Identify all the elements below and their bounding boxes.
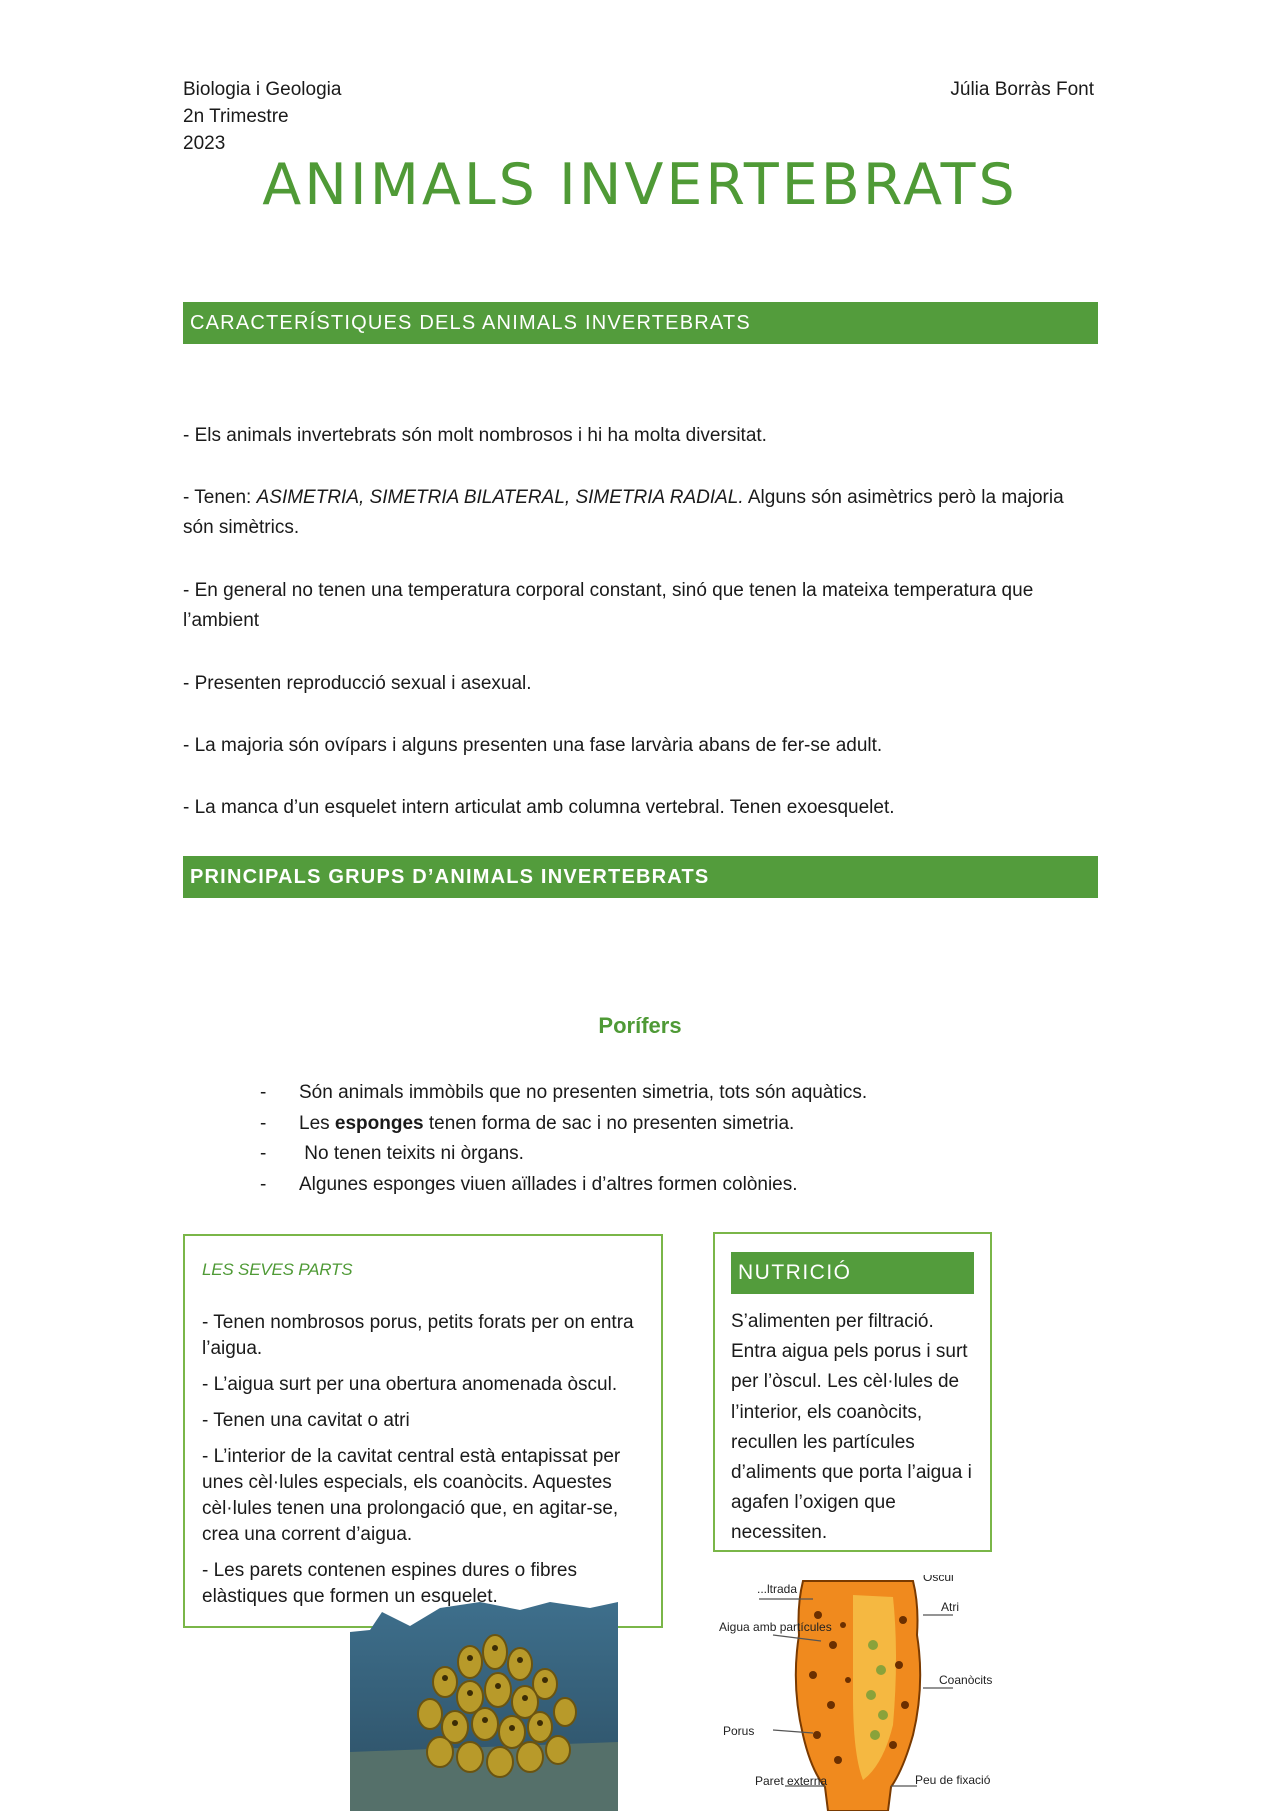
term: 2n Trimestre: [183, 106, 289, 127]
section-heading-characteristics: CARACTERÍSTIQUES DELS ANIMALS INVERTEBRATS: [183, 302, 1098, 344]
list-item: [260, 1109, 1060, 1140]
text: Les: [299, 1112, 335, 1134]
dash: -: [260, 1173, 267, 1195]
text: Alguns són asimètrics però la majoria són simètrics.: [183, 487, 1064, 538]
symmetry-types: ASIMETRIA, SIMETRIA BILATERAL, SIMETRIA RADIAL.: [256, 487, 744, 508]
sponge-diagram: [713, 1575, 995, 1811]
page-title: ANIMALS INVERTEBRATS: [262, 152, 1018, 218]
sponge-diagram-illustration: [713, 1575, 995, 1811]
bold-term: esponges: [334, 1112, 424, 1134]
bullet-text: Són animals immòbils que no presenten simetria, tots són aquàtics.: [299, 1082, 868, 1103]
sponge-photo-illustration: [350, 1602, 618, 1811]
label-coanocits: Coanòcits: [939, 1673, 993, 1687]
parts-item: - L’interior de la cavitat central està entapissat per unes cèl·lules especials, els coanòcits. Aquestes cèl·lules tenen una prolongació que, en agitar-se, crea una corrent d’aigua.: [202, 1446, 621, 1545]
parts-item: - Tenen una cavitat o atri: [202, 1410, 410, 1431]
nutrition-heading: NUTRICIÓ: [731, 1252, 974, 1294]
group-title: Porífers: [598, 1013, 682, 1038]
sponge-photo: [350, 1602, 618, 1811]
dash: -: [260, 1082, 267, 1103]
text: tenen forma de sac i no presenten simetria.: [423, 1112, 795, 1134]
label-oscul: Òscul: [923, 1575, 954, 1584]
parts-item: - L’aigua surt per una obertura anomenada òscul.: [202, 1374, 618, 1395]
label-aigua: Aigua amb partícules: [719, 1620, 832, 1634]
paragraph: [183, 483, 1093, 543]
section-heading-groups: PRINCIPALS GRUPS D’ANIMALS INVERTEBRATS: [183, 856, 1098, 898]
parts-box: [183, 1234, 663, 1628]
list-item: [260, 1170, 1060, 1201]
bullet-text: Algunes esponges viuen aïllades i d’altres formen colònies.: [299, 1173, 798, 1195]
paragraph: - Els animals invertebrats són molt nombrosos i hi ha molta diversitat.: [183, 425, 767, 446]
bullet-text: [299, 1109, 794, 1140]
label-porus: Porus: [723, 1724, 755, 1738]
parts-item: - Tenen nombrosos porus, petits forats per on entra l’aigua.: [202, 1312, 634, 1359]
label-filtrada: ...ltrada: [757, 1582, 798, 1596]
subject: Biologia i Geologia: [183, 79, 342, 100]
parts-item: - Les parets contenen espines dures o fibres elàstiques que formen un esquelet.: [202, 1560, 577, 1607]
paragraph: - En general no tenen una temperatura corporal constant, sinó que tenen la mateixa temperatura que l’ambient: [183, 580, 1034, 631]
label-peu: Peu de fixació: [915, 1773, 991, 1787]
paragraph: - La manca d’un esquelet intern articulat amb columna vertebral. Tenen exoesquelet.: [183, 797, 895, 818]
author: Júlia Borràs Font: [950, 79, 1094, 100]
list-item: [260, 1078, 1060, 1109]
paragraph: - Presenten reproducció sexual i asexual.: [183, 673, 532, 694]
nutrition-box: [713, 1232, 992, 1552]
header-left: [183, 76, 341, 157]
parts-title: LES SEVES PARTS: [202, 1260, 353, 1279]
dash: -: [260, 1143, 267, 1164]
nutrition-text: S’alimenten per filtració. Entra aigua pels porus i surt per l’òscul. Les cèl·lules de l’interior, els coanòcits, recullen les partícules d’aliments que porta l’aigua i agafen l’oxigen que necessiten.: [731, 1311, 972, 1544]
list-item: [260, 1139, 1060, 1170]
paragraph: - La majoria són ovípars i alguns presenten una fase larvària abans de fer-se adult.: [183, 735, 883, 756]
bullet-text: No tenen teixits ni òrgans.: [299, 1143, 524, 1164]
text: - Tenen:: [183, 487, 257, 508]
year: 2023: [183, 133, 226, 154]
label-atri: Atri: [941, 1600, 959, 1614]
dash: -: [260, 1112, 267, 1134]
label-paret: Paret externa: [755, 1774, 828, 1788]
bullet-list: [260, 1078, 1060, 1200]
